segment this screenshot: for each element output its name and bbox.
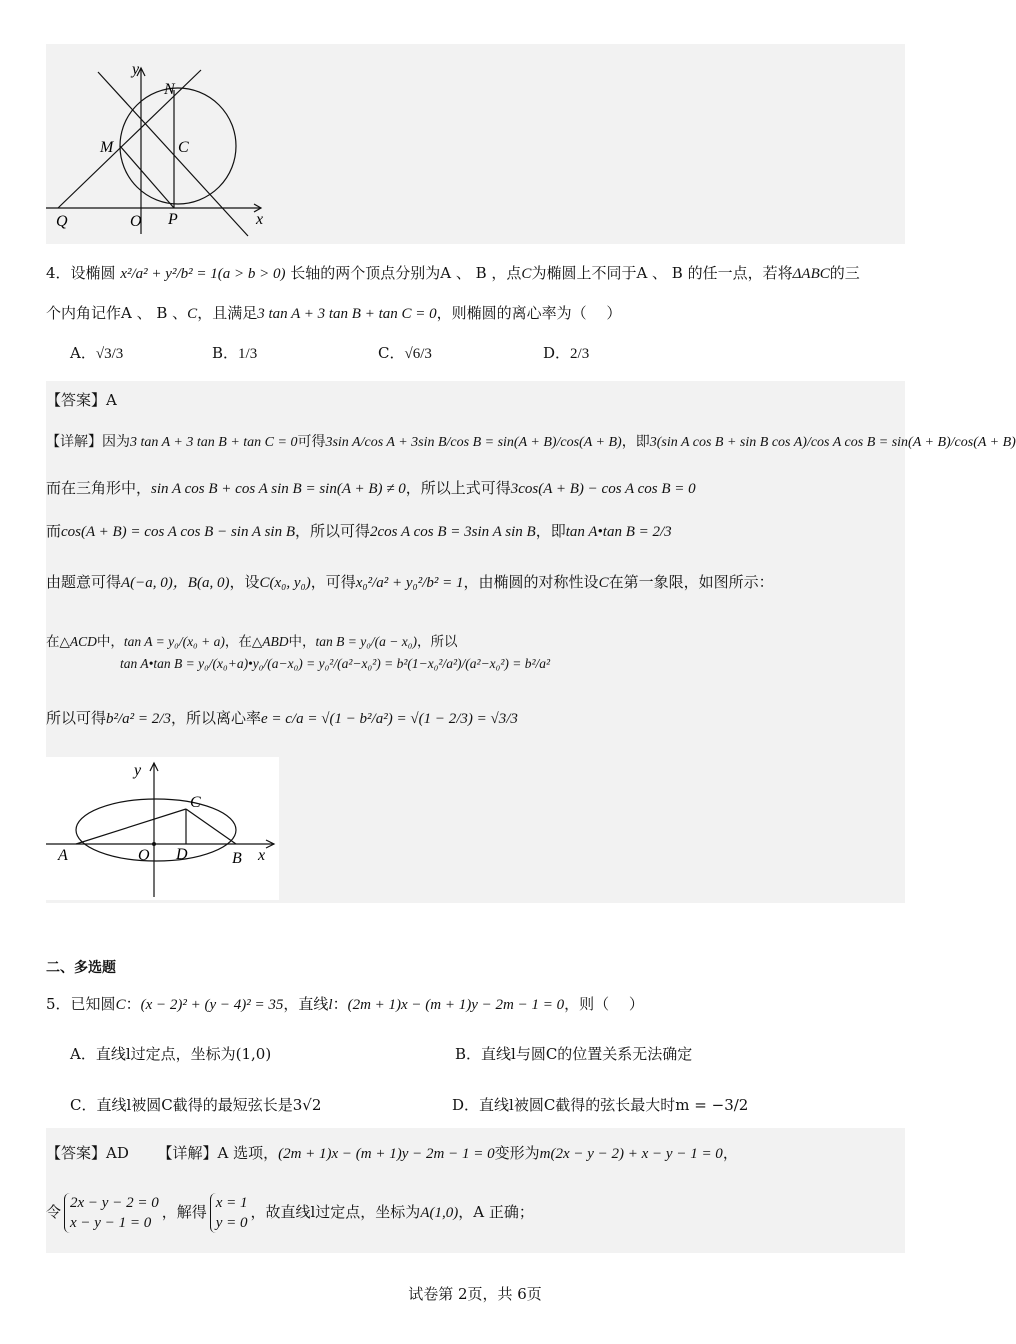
- q5-text3: ，则（ ）: [564, 995, 644, 1013]
- ans4-l1-eq2: 3sin A/cos A + 3sin B/cos B = sin(A + B)/cos(A + B): [325, 435, 622, 450]
- option-value: √3/3: [95, 346, 124, 362]
- option-text: 直线l被圆C截得的最短弦长是3√2: [96, 1096, 322, 1114]
- ans4-l6-eq: b²/a² = 2/3: [106, 711, 171, 727]
- q5-number: 5．: [46, 995, 71, 1013]
- ans4-l1-mid: 可得: [297, 434, 326, 450]
- fig2-label-b: B: [232, 850, 242, 867]
- fig1-label-p: P: [168, 211, 178, 228]
- q5-circle-eq: (x − 2)² + (y − 4)² = 35: [140, 997, 284, 1013]
- fig1-label-q: Q: [56, 213, 68, 230]
- option-text: 直线l与圆C的位置关系无法确定: [481, 1045, 693, 1063]
- q5-option-b[interactable]: [455, 1043, 692, 1064]
- fig1-label-o: O: [130, 213, 142, 230]
- option-label: D．: [452, 1096, 480, 1114]
- ans4-l2-eq: sin A cos B + cos A sin B = sin(A + B) ≠ 0: [151, 481, 406, 497]
- ans4-l4-c: ，可得: [310, 573, 356, 591]
- ans4-l6-a: 所以可得: [46, 709, 107, 727]
- ans4-line4: [46, 572, 774, 593]
- option-value: √6/3: [404, 346, 432, 362]
- option-label: A．: [70, 1045, 96, 1063]
- ans5-sys2-eq1: x = 1: [215, 1195, 248, 1211]
- ans5-l2-d: ，A 正确；: [458, 1203, 534, 1221]
- ans4-l3-a: 而: [46, 522, 62, 540]
- ans4-l2-eq2: 3cos(A + B) − cos A cos B = 0: [510, 481, 696, 497]
- ans4-l1-mid2: ，即: [621, 434, 650, 450]
- fig2-label-y: y: [134, 762, 142, 779]
- option-label: B．: [455, 1045, 482, 1063]
- q5-option-d[interactable]: [452, 1094, 748, 1115]
- option-label: B．: [212, 344, 239, 362]
- ans4-l5-d: 中，: [288, 634, 316, 650]
- q4-text2: 长轴的两个顶点分别为A 、 B ，点: [290, 264, 522, 282]
- ans4-l4-e: 在第一象限，如图所示：: [608, 573, 774, 591]
- ans4-l5-b: 中，: [96, 634, 124, 650]
- fig2-label-c: C: [190, 794, 201, 811]
- q5-text1: 已知圆: [70, 995, 116, 1013]
- q4-angle-c: C: [187, 306, 198, 322]
- ans4-l4-eq: A(−a, 0)，B(a, 0): [121, 575, 230, 591]
- ans4-answer: 【答案】A: [46, 391, 117, 409]
- ans4-l2-a: 而在三角形中，: [46, 479, 152, 497]
- option-value: 1/3: [238, 346, 258, 362]
- ans4-l4-eq2: C(x₀, y₀): [259, 575, 311, 591]
- ans4-l4-b: ，设: [229, 573, 260, 591]
- q4-line2b: ，且满足: [197, 304, 258, 322]
- ans5-sys2-eq2: y = 0: [215, 1215, 248, 1231]
- fig1-label-y: y: [132, 61, 140, 78]
- fig2-label-o: O: [138, 847, 150, 864]
- q4-point-c: C: [521, 266, 532, 282]
- ans4-l3-eq2: 2cos A cos B = 3sin A sin B: [370, 524, 536, 540]
- q5-option-c[interactable]: [70, 1094, 321, 1115]
- q4-condition: 3 tan A + 3 tan B + tan C = 0: [257, 306, 437, 322]
- ans5-l2-c: ，故直线l过定点，坐标为: [250, 1203, 421, 1221]
- ans5-l2-b: ，解得: [161, 1203, 207, 1221]
- ans4-l2-b: ，所以上式可得: [405, 479, 511, 497]
- option-text: 直线l被圆C截得的弦长最大时m = −3/2: [479, 1096, 749, 1114]
- q4-text3: 为椭圆上不同于A 、 B 的任一点，若将: [531, 264, 793, 282]
- ans4-l6-b: ，所以离心率: [170, 709, 261, 727]
- q5-circle-name: C: [115, 997, 126, 1013]
- ans4-line2: [46, 478, 696, 499]
- ans4-l5-a: 在: [46, 634, 60, 650]
- ans4-l1-eq3: 3(sin A cos B + sin B cos A)/cos A cos B = sin(A + B)/cos(A + B): [649, 435, 1016, 450]
- option-value: 2/3: [570, 346, 590, 362]
- ans5-sys1-eq2: x − y − 1 = 0: [70, 1215, 152, 1231]
- ans5-sys1-eq1: 2x − y − 2 = 0: [70, 1195, 159, 1211]
- circle-lines-figure: [46, 44, 286, 244]
- ans4-l5-tri2: △ABD: [251, 634, 289, 649]
- ans4-l5-eq1: tan A = y₀/(x₀ + a): [123, 634, 225, 649]
- ans4-l4-eq3: x₀²/a² + y₀²/b² = 1: [355, 575, 464, 591]
- page-footer: 试卷第 2页，共 6页: [408, 1285, 542, 1303]
- fig2-label-d: D: [176, 846, 188, 863]
- ans4-l5-eq2: tan B = y₀/(a − x₀): [315, 634, 417, 649]
- q5-option-a[interactable]: [70, 1043, 271, 1064]
- fig1-label-x: x: [256, 211, 264, 228]
- q4-option-c[interactable]: [378, 342, 432, 363]
- ans5-system2: [210, 1193, 248, 1233]
- q4-triangle: ΔABC: [792, 266, 830, 282]
- ans5-detail: 【详解】A 选项，: [157, 1144, 279, 1162]
- q5-line-eq: (2m + 1)x − (m + 1)y − 2m − 1 = 0: [347, 997, 565, 1013]
- ans4-l3-eq: cos(A + B) = cos A cos B − sin A sin B: [61, 524, 295, 540]
- fig2-label-a: A: [58, 847, 68, 864]
- ans4-point-c: C: [598, 575, 609, 591]
- ans4-l6-eq2: e = c/a = √(1 − b²/a²) = √(1 − 2/3) = √3/3: [260, 711, 518, 727]
- ans4-l1-eq1: 3 tan A + 3 tan B + tan C = 0: [130, 435, 298, 450]
- ans4-l3-c: ，即: [535, 522, 566, 540]
- ans5-system1: [64, 1193, 159, 1233]
- q4-line1: [46, 258, 860, 289]
- ans4-l3-eq3: tan A•tan B = 2/3: [565, 524, 672, 540]
- ans4-line3: [46, 521, 672, 542]
- q4-ellipse-eq: x²/a² + y²/b² = 1(a > b > 0): [120, 266, 286, 282]
- ans4-l4-a: 由题意可得: [46, 573, 122, 591]
- fig1-label-c: C: [178, 139, 189, 156]
- ellipse-figure: [46, 757, 279, 900]
- ans5-l2-a: 令: [46, 1203, 62, 1221]
- ans4-line6: [46, 708, 518, 729]
- ans5-mid: 变形为: [494, 1144, 540, 1162]
- q5-line-name: l: [328, 997, 333, 1013]
- q4-text1: 设椭圆: [70, 264, 116, 282]
- q4-text4: 的三: [829, 264, 860, 282]
- q4-option-b[interactable]: [212, 342, 257, 363]
- ans4-l5-tri1: △ACD: [59, 634, 97, 649]
- q5-text2: ，直线: [283, 995, 329, 1013]
- ans4-l5-eq3: tan A•tan B = y₀/(x₀+a)•y₀/(a−x₀) = y₀²/(a²−x₀²) = b²(1−x₀²/a²)/(a²−x₀²) = b²/a²: [120, 656, 551, 671]
- fig1-label-n: N: [164, 81, 175, 98]
- ans5-line2: [46, 1193, 534, 1233]
- q4-line2: [46, 303, 621, 324]
- fig2-label-x: x: [258, 847, 266, 864]
- ans5-eq2: m(2x − y − 2) + x − y − 1 = 0: [539, 1146, 723, 1162]
- option-label: D．: [543, 344, 571, 362]
- ans5-line1: 【答案】AD 【详解】A 选项，(2m + 1)x − (m + 1)y − 2m − 1 = 0变形为m(2x − y − 2) + x − y − 1 = 0，: [46, 1144, 738, 1162]
- ans4-l4-d: ，由椭圆的对称性设: [463, 573, 599, 591]
- ans5-answer: 【答案】AD: [46, 1144, 129, 1162]
- ans5-point: A(1,0): [420, 1205, 459, 1221]
- option-label: A．: [70, 344, 96, 362]
- ans4-l5-e: ，所以: [416, 634, 458, 650]
- q4-number: 4．: [46, 264, 71, 282]
- section2-title: 二、多选题: [46, 960, 116, 976]
- ans4-l3-b: ，所以可得: [295, 522, 371, 540]
- fig1-label-m: M: [100, 139, 114, 156]
- ans4-line5-cont: [120, 654, 550, 674]
- q5-line1: 5．已知圆C：(x − 2)² + (y − 4)² = 35，直线l：(2m + 1)x − (m + 1)y − 2m − 1 = 0，则（ ）: [46, 995, 644, 1013]
- q4-option-d[interactable]: [543, 342, 589, 363]
- option-label: C．: [70, 1096, 97, 1114]
- option-label: C．: [378, 344, 405, 362]
- q4-option-a[interactable]: [70, 342, 123, 363]
- q4-line2a: 个内角记作A 、 B 、: [46, 304, 188, 322]
- ans4-line1: [46, 432, 1016, 453]
- option-text: 直线l过定点，坐标为(1,0): [95, 1045, 272, 1063]
- ans5-eq1: (2m + 1)x − (m + 1)y − 2m − 1 = 0: [278, 1146, 495, 1162]
- ans4-line5: [46, 632, 457, 652]
- ans4-l5-c: ，在: [224, 634, 252, 650]
- q4-line2c: ，则椭圆的离心率为（ ）: [436, 304, 622, 322]
- ans4-detail-head: 【详解】因为: [46, 434, 130, 450]
